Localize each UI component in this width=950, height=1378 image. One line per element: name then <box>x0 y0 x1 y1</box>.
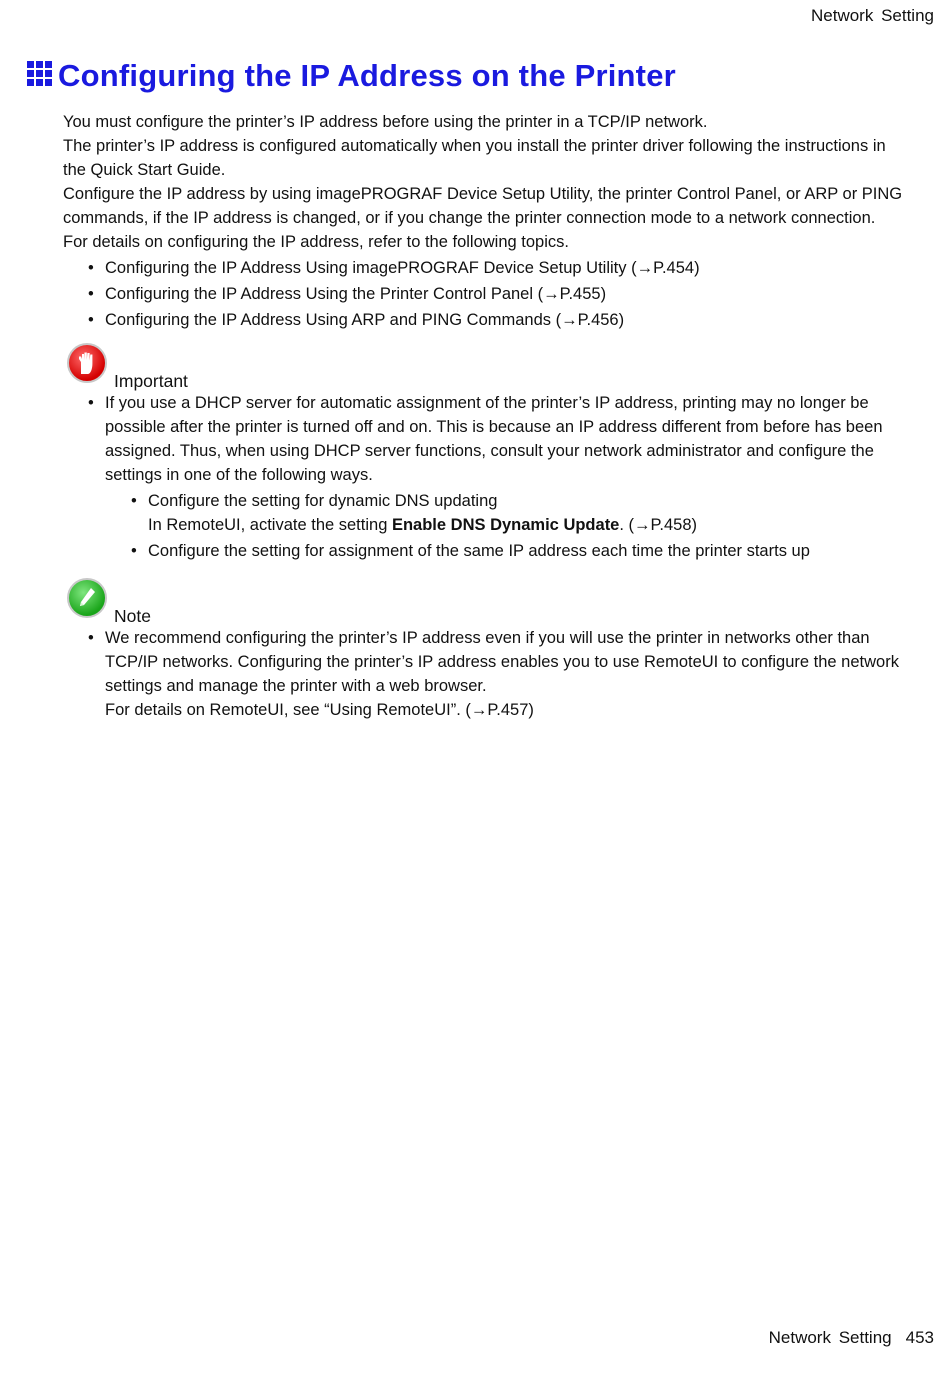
important-list <box>63 391 903 487</box>
page-footer <box>769 1328 934 1348</box>
list-item: • Configure the setting for assignment of the same IP address each time the printer starts up <box>131 542 810 560</box>
note-list <box>63 626 903 722</box>
important-callout <box>63 343 903 565</box>
dns-setting-name: Enable DNS Dynamic Update <box>391 516 620 534</box>
topic-link-text[interactable]: Configuring the IP Address Using imagePROGRAF Device Setup Utility (→P.454) <box>105 259 700 277</box>
note-callout <box>63 578 903 722</box>
grid-icon <box>27 61 52 86</box>
page-number: 453 <box>905 1328 934 1347</box>
list-item: • If you use a DHCP server for automatic assignment of the printer’s IP address, printing may no longer be possible after the printer is turned off and on. This is because an IP address different from before has been assigned. Thus, when using DHCP server functions, consult your network administrator and configure the settings in one of the following ways. <box>88 394 883 484</box>
intro-paragraph: You must configure the printer’s IP address before using the printer in a TCP/IP network. <box>63 113 708 131</box>
intro-paragraph: The printer’s IP address is configured automatically when you install the printer driver following the instructions in the Quick Start Guide. <box>63 137 886 179</box>
page-header <box>811 6 934 26</box>
important-ways-list <box>63 489 903 563</box>
page-title: Configuring the IP Address on the Printer <box>58 58 676 93</box>
list-item: • Configure the setting for dynamic DNS updating In RemoteUI, activate the setting Enable DNS Dynamic Update. (→P.458) <box>131 492 698 534</box>
dns-way-ref[interactable]: . (→P.458) <box>619 516 698 534</box>
dns-way-title: Configure the setting for dynamic DNS updating <box>148 492 498 510</box>
list-item: • We recommend configuring the printer’s IP address even if you will use the printer in networks other than TCP/IP networks. Configuring the printer’s IP address enables you to use RemoteUI to configure the network settings and manage the printer with a web browser. For details on RemoteUI, see “Using RemoteUI”. (→P.457) <box>88 629 899 719</box>
topic-link-text[interactable]: Configuring the IP Address Using the Printer Control Panel (→P.455) <box>105 285 607 303</box>
topic-list <box>63 256 903 332</box>
intro-section <box>63 110 903 334</box>
important-text: If you use a DHCP server for automatic assignment of the printer’s IP address, printing may no longer be possible after the printer is turned off and on. This is because an IP address different from before has been assigned. Thus, when using DHCP server functions, consult your network administrator and configure the settings in one of the following ways. <box>105 394 883 484</box>
note-detail[interactable]: For details on RemoteUI, see “Using RemoteUI”. (→P.457) <box>105 701 534 719</box>
dns-way-prefix: In RemoteUI, activate the setting <box>148 516 392 534</box>
footer-section: Network Setting <box>768 1328 892 1347</box>
note-text: We recommend configuring the printer’s IP address even if you will use the printer in networks other than TCP/IP networks. Configuring the printer’s IP address enables you to use RemoteUI to configure the network settings and manage the printer with a web browser. <box>105 629 899 695</box>
important-header <box>63 343 903 391</box>
topic-link-text[interactable]: Configuring the IP Address Using ARP and PING Commands (→P.456) <box>105 311 625 329</box>
note-header <box>63 578 903 626</box>
important-label: Important <box>114 371 188 391</box>
topic-link[interactable]: • Configuring the IP Address Using imagePROGRAF Device Setup Utility (→P.454) <box>88 259 700 277</box>
topic-link[interactable]: • Configuring the IP Address Using ARP and PING Commands (→P.456) <box>88 311 625 329</box>
same-ip-way: Configure the setting for assignment of the same IP address each time the printer starts up <box>148 542 810 560</box>
topic-link[interactable]: • Configuring the IP Address Using the Printer Control Panel (→P.455) <box>88 285 607 303</box>
title-row <box>27 58 676 94</box>
intro-paragraph: Configure the IP address by using imagePROGRAF Device Setup Utility, the printer Control Panel, or ARP or PING commands, if the IP address is changed, or if you change the printer connection mode to a network connection. For details on configuring the IP address, refer to the following topics. <box>63 185 903 251</box>
header-section: Network Setting <box>811 6 934 25</box>
note-label: Note <box>114 606 151 626</box>
stop-hand-icon <box>67 343 107 383</box>
pencil-icon <box>67 578 107 618</box>
